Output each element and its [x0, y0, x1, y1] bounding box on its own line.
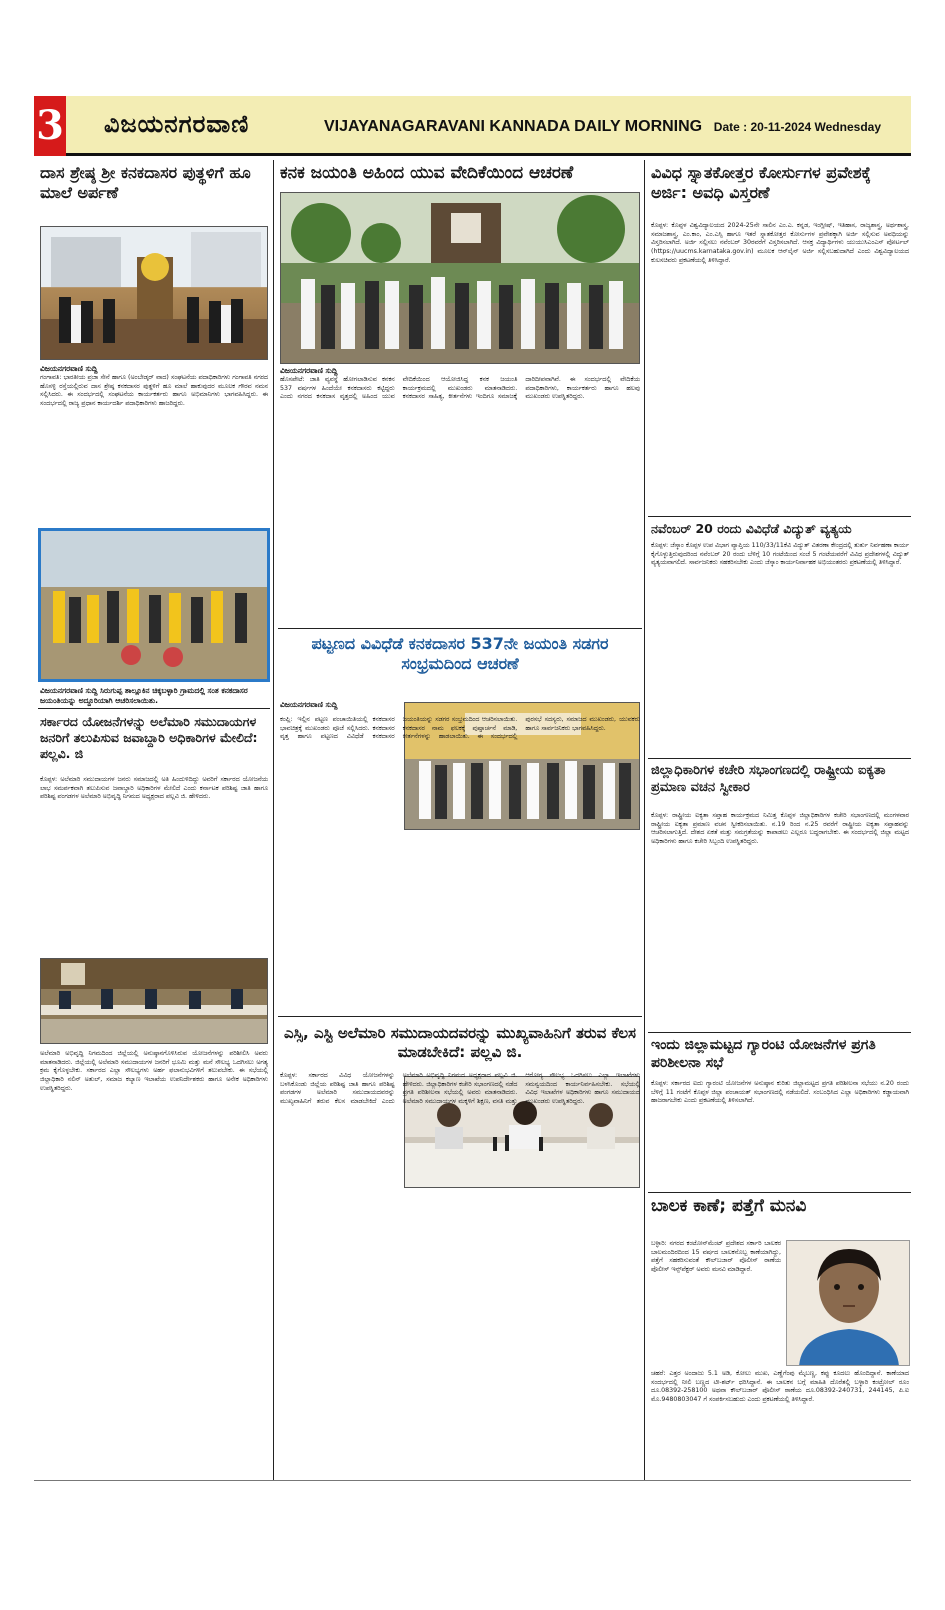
procession-scene-illustration — [41, 531, 267, 679]
section-rule — [648, 758, 911, 759]
section-rule — [648, 1192, 911, 1193]
section-rule — [278, 628, 642, 629]
headline-national-unity-pledge: ಜಿಲ್ಲಾಧಿಕಾರಿಗಳ ಕಚೇರಿ ಸಭಾಂಗಣದಲ್ಲಿ ರಾಷ್ಟ್ರೀಯ ಐಕ್ಯತಾ ಪ್ರಮಾಣ ವಚನ ಸ್ವೀಕಾರ — [651, 763, 886, 795]
photo-caption: ವಿಜಯನಗರವಾಣಿ ಸುದ್ದಿ ಸಿರುಗುಪ್ಪ ತಾಲ್ಲೂಕಿನ ಚಿಕ್ಕಬಳ್ಳಾರಿ ಗ್ರಾಮದಲ್ಲಿ ಸಂತ ಕನಕದಾಸರ ಜಯಂತಿಯನ್ನು ಅದ್ದೂರಿಯಾಗಿ ಆಚರಿಸಲಾಯಿತು. — [40, 686, 248, 705]
article-body: ಚಹರೆ: ಎತ್ತರ ಅಂದಾಜು 5.1 ಅಡಿ, ಕೋಲು ಮುಖ, ಎಣ್ಣೆಗೆಂಪು ಮೈಬಣ್ಣ, ಕಪ್ಪು ಕೂದಲು ಹೊಂದಿದ್ದಾನೆ. ಕಾಣೆಯಾದ ಸಂದರ್ಭದಲ್ಲಿ ನೀಲಿ ಬಣ್ಣದ ಟೀ-ಶರ್ಟ್ ಧರಿಸಿದ್ದಾನೆ. ಈ ಬಾಲಕನ ಬಗ್ಗೆ ಮಾಹಿತಿ ದೊರೆತಲ್ಲಿ ಬಳ್ಳಾರಿ ಕಂಟ್ರೋಲ್ ರೂಂ ದೂ.08392-258100 ಅಥವಾ ಕೌಲ್‌ಬಜಾರ್ ಪೊಲೀಸ್ ಠಾಣೆಯ ದೂ.08392-240731, 244145, ಪಿ.ಐ ಮೊ.9480803047 ಗೆ ಸಂಪರ್ಕಿಸಬಹುದು ಎಂದು ಪ್ರಕಟಣೆಯಲ್ಲಿ ತಿಳಿಸಿದ್ದಾರೆ. — [651, 1370, 909, 1404]
article-body: ಕೊಪ್ಪಳ: ಸರ್ಕಾರದ ಐದು ಗ್ಯಾರಂಟಿ ಯೋಜನೆಗಳ ಅನುಷ್ಠಾನ ಕುರಿತು ಜಿಲ್ಲಾಮಟ್ಟದ ಪ್ರಗತಿ ಪರಿಶೀಲನಾ ಸಭೆಯು ನ.20 ರಂದು ಬೆಳಿಗ್ಗೆ 11 ಗಂಟೆಗೆ ಕೊಪ್ಪಳ ಜಿಲ್ಲಾ ಪಂಚಾಯತ್ ಸಭಾಂಗಣದಲ್ಲಿ ನಡೆಯಲಿದೆ. ಸಂಬಂಧಿಸಿದ ಎಲ್ಲಾ ಅಧಿಕಾರಿಗಳು ಕಡ್ಡಾಯವಾಗಿ ಹಾಜರಾಗಬೇಕು ಎಂದು ಪ್ರಕಟಣೆಯಲ್ಲಿ ತಿಳಿಸಲಾಗಿದೆ. — [651, 1080, 909, 1105]
headline-sc-st-nomadic-mainstream: ಎಸ್ಸಿ, ಎಸ್ಟಿ ಅಲೆಮಾರಿ ಸಮುದಾಯದವರನ್ನು ಮುಖ್ಯವಾಹಿನಿಗೆ ತರುವ ಕೆಲಸ ಮಾಡಬೇಕಿದೆ: ಪಲ್ಲವಿ ಜಿ. — [283, 1024, 637, 1062]
newspaper-title-english: VIJAYANAGARAVANI KANNADA DAILY MORNING — [324, 118, 703, 135]
section-rule — [278, 1016, 642, 1017]
photo-statue-garland — [40, 226, 268, 360]
headline-nomadic-schemes-officers: ಸರ್ಕಾರದ ಯೋಜನೆಗಳನ್ನು ಅಲೆಮಾರಿ ಸಮುದಾಯಗಳ ಜನರಿಗೆ ತಲುಪಿಸುವ ಜವಾಬ್ದಾರಿ ಅಧಿಕಾರಿಗಳ ಮೇಲಿದೆ: ಪಲ್ಲವಿ. ಜಿ — [40, 714, 258, 761]
headline-kanaka-jayanti-ahinda: ಕನಕ ಜಯಂತಿ ಅಹಿಂದ ಯುವ ವೇದಿಕೆಯಿಂದ ಆಚರಣೆ — [280, 163, 574, 183]
column-rule — [273, 160, 274, 1480]
page-number: 3 — [34, 96, 66, 156]
article-body: ಕೊಪ್ಪಳ: ಜೆಸ್ಕಾಂ ಕೊಪ್ಪಳ ಉಪ ವಿಭಾಗ ವ್ಯಾಪ್ತಿಯ 110/33/11ಕೆವಿ ವಿದ್ಯುತ್ ವಿತರಣಾ ಕೇಂದ್ರದಲ್ಲಿ ತುರ್ತು ನಿರ್ವಹಣಾ ಕಾರ್ಯ ಕೈಗೊಳ್ಳುತ್ತಿರುವುದರಿಂದ ನವೆಂಬರ್ 20 ರಂದು ಬೆಳಿಗ್ಗೆ 10 ಗಂಟೆಯಿಂದ ಸಂಜೆ 5 ಗಂಟೆಯವರೆಗೆ ವಿವಿಧ ಪ್ರದೇಶಗಳಲ್ಲಿ ವಿದ್ಯುತ್ ವ್ಯತ್ಯಯವಾಗಲಿದೆ. ಸಾರ್ವಜನಿಕರು ಸಹಕರಿಸಬೇಕು ಎಂದು ಜೆಸ್ಕಾಂ ಕಾರ್ಯನಿರ್ವಾಹಕ ಅಭಿಯಂತರರು ಪ್ರಕಟಣೆಯಲ್ಲಿ ತಿಳಿಸಿದ್ದಾರೆ. — [651, 542, 909, 567]
newspaper-title-kannada: ವಿಜಯನಗರವಾಣಿ — [104, 110, 250, 138]
headline-pg-admission-extension: ವಿವಿಧ ಸ್ನಾತಕೋತ್ತರ ಕೋರ್ಸುಗಳ ಪ್ರವೇಶಕ್ಕೆ ಅರ್ಜಿ: ಅವಧಿ ವಿಸ್ತರಣೆ — [651, 163, 871, 203]
article-body: ಗಂಗಾವತಿ: ಭಾರತೀಯ ಪ್ರಜಾ ಸೇನೆ ಹಾಗೂ (ಅಂಬೇಡ್ಕರ್ ವಾದ) ಸಂಘಟನೆಯ ಪದಾಧಿಕಾರಿಗಳು ಗಂಗಾವತಿ ನಗರದ ಹೊಸಳ್ಳಿ ರಸ್ತೆಯಲ್ಲಿರುವ ದಾಸ ಶ್ರೇಷ್ಠ ಕನಕದಾಸರ ಪುತ್ಥಳಿಗೆ ಹೂ ಮಾಲೆ ಹಾಕುವುದರ ಮೂಲಕ ಗೌರವ ನಮನ ಸಲ್ಲಿಸಿದರು. ಈ ಸಂದರ್ಭದಲ್ಲಿ ಸಂಘಟನೆಯ ಕಾರ್ಯಕರ್ತರು ಹಾಗೂ ಅಭಿಮಾನಿಗಳು ಭಾಗವಹಿಸಿದ್ದರು. ಈ ಸಂದರ್ಭದಲ್ಲಿ ರಾಜ್ಯ ಪ್ರಧಾನ ಕಾರ್ಯದರ್ಶಿ ಪದಾಧಿಕಾರಿಗಳು ಹಾಜರಿದ್ದರು. — [40, 374, 268, 408]
masthead — [34, 96, 911, 156]
headline-kanakadasa-statue: ದಾಸ ಶ್ರೇಷ್ಠ ಶ್ರೀ ಕನಕದಾಸರ ಪುತ್ಥಳಿಗೆ ಹೂ ಮಾಲೆ ಅರ್ಪಣೆ — [40, 163, 251, 203]
photo-caption: ವಿಜಯನಗರವಾಣಿ ಸುದ್ದಿ — [280, 700, 338, 709]
column-rule — [644, 160, 645, 1480]
headline-power-outage-nov20: ನವೆಂಬರ್ 20 ರಂದು ವಿವಿಧೆಡೆ ವಿದ್ಯುತ್ ವ್ಯತ್ಯಯ — [651, 521, 852, 536]
photo-meeting-hall — [40, 958, 268, 1044]
headline-kanakadasa-537th-jayanti: ಪಟ್ಟಣದ ವಿವಿಧೆಡೆ ಕನಕದಾಸರ 537ನೇ ಜಯಂತಿ ಸಡಗರ ಸಂಭ್ರಮದಿಂದ ಆಚರಣೆ — [311, 634, 609, 674]
section-rule — [648, 1032, 911, 1033]
photo-missing-boy — [786, 1240, 910, 1366]
issue-date: Date : 20-11-2024 Wednesday — [713, 120, 881, 134]
meeting-scene-illustration — [41, 959, 268, 1044]
article-body: ಬಳ್ಳಾರಿ: ನಗರದ ಕಂಟೋನ್‌ಮೆಂಟ್ ಪ್ರದೇಶದ ಸರ್ಕಾರಿ ಬಾಲಕರ ಬಾಲಮಂದಿರದಿಂದ 15 ವರ್ಷದ ಬಾಲಕನೊಬ್ಬ ಕಾಣೆಯಾಗಿದ್ದು, ಪತ್ತೆಗೆ ಸಹಕರಿಸುವಂತೆ ಕೌಲ್‌ಬಜಾರ್ ಪೊಲೀಸ್ ಠಾಣೆಯ ಪೊಲೀಸ್ ಇನ್ಸ್‌ಪೆಕ್ಟರ್ ಅವರು ಮನವಿ ಮಾಡಿದ್ದಾರೆ. — [651, 1240, 781, 1274]
article-body: ಹೊಸಪೇಟೆ: ಜಾತಿ ವ್ಯವಸ್ಥೆ ಹೋಗಲಾಡಿಸುವ ಕನಕನ 537 ವರ್ಷಗಳ ಹಿಂದೆಯೇ ಕನಕದಾಸರು ಕಟ್ಟಿದ್ದರು ಎಂದು ನಗರದ ಕನಕದಾಸ ವೃತ್ತದಲ್ಲಿ ಅಹಿಂದ ಯುವ ವೇದಿಕೆಯಿಂದ ಆಯೋಜಿಸಿದ್ದ ಕನಕ ಜಯಂತಿ ಕಾರ್ಯಕ್ರಮದಲ್ಲಿ ಮುಖಂಡರು ಮಾತನಾಡಿದರು. ಕನಕದಾಸರ ಸಾಹಿತ್ಯ, ಕೀರ್ತನೆಗಳು ಇಂದಿಗೂ ಸಮಾಜಕ್ಕೆ ದಾರಿದೀಪವಾಗಿವೆ. ಈ ಸಂದರ್ಭದಲ್ಲಿ ವೇದಿಕೆಯ ಪದಾಧಿಕಾರಿಗಳು, ಕಾರ್ಯಕರ್ತರು ಹಾಗೂ ಹಲವು ಮುಖಂಡರು ಉಪಸ್ಥಿತರಿದ್ದರು. — [280, 376, 640, 401]
article-body: ಕಂಪ್ಲಿ: ಇಲ್ಲಿನ ಪಟ್ಟಣ ಪಂಚಾಯಿತಿಯಲ್ಲಿ ಕನಕದಾಸರ ಭಾವಚಿತ್ರಕ್ಕೆ ಮುಖಂಡರು ಪೂಜೆ ಸಲ್ಲಿಸಿದರು. ಕನಕದಾಸರ ವೃತ್ತ ಹಾಗೂ ಪಟ್ಟಣದ ವಿವಿಧೆಡೆ ಕನಕದಾಸರ ಜಯಂತಿಯನ್ನು ಸಡಗರ ಸಂಭ್ರಮದಿಂದ ಆಚರಿಸಲಾಯಿತು. ಕನಕದಾಸರ ನಾಮ ಫಲಕಕ್ಕೆ ಪುಷ್ಪಾರ್ಚನೆ ಮಾಡಿ, ಕೀರ್ತನೆಗಳನ್ನು ಹಾಡಲಾಯಿತು. ಈ ಸಂದರ್ಭದಲ್ಲಿ ಪುರಸಭೆ ಸದಸ್ಯರು, ಸಮಾಜದ ಮುಖಂಡರು, ಯುವಕರು ಹಾಗೂ ಸಾರ್ವಜನಿಕರು ಭಾಗವಹಿಸಿದ್ದರು. — [280, 716, 640, 741]
photo-caption: ವಿಜಯನಗರವಾಣಿ ಸುದ್ದಿ — [40, 364, 98, 373]
page-bottom-rule — [34, 1480, 911, 1481]
section-rule — [38, 708, 270, 709]
photo-caption: ವಿಜಯನಗರವಾಣಿ ಸುದ್ದಿ — [280, 366, 338, 375]
statue-scene-illustration — [41, 227, 268, 360]
photo-village-procession — [38, 528, 270, 682]
article-body: ಕೊಪ್ಪಳ: ಅಲೆಮಾರಿ ಸಮುದಾಯಗಳ ಜನರು ಸಮಾಜದಲ್ಲಿ ಅತಿ ಹಿಂದುಳಿದಿದ್ದು ಅವರಿಗೆ ಸರ್ಕಾರದ ಯೋಜನೆಯ ಲಾಭ ಸಮರ್ಪಕವಾಗಿ ತಲುಪಿಸುವ ಜವಾಬ್ದಾರಿ ಅಧಿಕಾರಿಗಳ ಮೇಲಿದೆ ಎಂದು ಕರ್ನಾಟಕ ಪರಿಶಿಷ್ಟ ಜಾತಿ ಹಾಗೂ ಪರಿಶಿಷ್ಟ ಪಂಗಡಗಳ ಅಲೆಮಾರಿ ಅಭಿವೃದ್ಧಿ ನಿಗಮದ ಅಧ್ಯಕ್ಷರಾದ ಪಲ್ಲವಿ ಜಿ. ಹೇಳಿದರು. — [40, 776, 268, 801]
article-body: ಕೊಪ್ಪಳ: ರಾಷ್ಟ್ರೀಯ ಐಕ್ಯತಾ ಸಪ್ತಾಹ ಕಾರ್ಯಕ್ರಮದ ನಿಮಿತ್ತ ಕೊಪ್ಪಳ ಜಿಲ್ಲಾಧಿಕಾರಿಗಳ ಕಚೇರಿ ಸಭಾಂಗಣದಲ್ಲಿ ಮಂಗಳವಾರ ರಾಷ್ಟ್ರೀಯ ಐಕ್ಯತಾ ಪ್ರಮಾಣ ವಚನ ಸ್ವೀಕರಿಸಲಾಯಿತು. ನ.19 ರಿಂದ ನ.25 ರವರೆಗೆ ರಾಷ್ಟ್ರೀಯ ಐಕ್ಯತಾ ಸಪ್ತಾಹವನ್ನು ಆಚರಿಸಲಾಗುತ್ತಿದೆ. ದೇಶದ ಏಕತೆ ಮತ್ತು ಸಮಗ್ರತೆಯನ್ನು ಕಾಪಾಡಲು ಎಲ್ಲರೂ ಬದ್ಧರಾಗಬೇಕು. ಈ ಸಂದರ್ಭದಲ್ಲಿ ಜಿಲ್ಲಾ ಮಟ್ಟದ ಅಧಿಕಾರಿಗಳು ಹಾಗೂ ಕಚೇರಿ ಸಿಬ್ಬಂದಿ ಉಪಸ್ಥಿತರಿದ್ದರು. — [651, 812, 909, 846]
photo-kanaka-circle-gathering — [280, 192, 640, 364]
boy-portrait-illustration — [787, 1241, 910, 1366]
section-rule — [648, 516, 911, 517]
article-body: ಕೊಪ್ಪಳ: ಕೊಪ್ಪಳ ವಿಶ್ವವಿದ್ಯಾಲಯದ 2024-25ನೇ ಸಾಲಿನ ಎಂ.ಎ. ಕನ್ನಡ, ಇಂಗ್ಲೀಷ್, ಇತಿಹಾಸ, ರಾಜ್ಯಶಾಸ್ತ್ರ, ಅರ್ಥಶಾಸ್ತ್ರ, ಸಮಾಜಶಾಸ್ತ್ರ, ಎಂ.ಕಾಂ, ಎಂ.ಎಸ್ಸಿ ಹಾಗೂ ಇತರೆ ಸ್ನಾತಕೋತ್ತರ ಕೋರ್ಸುಗಳ ಪ್ರವೇಶಕ್ಕಾಗಿ ಅರ್ಜಿ ಸಲ್ಲಿಸುವ ಅವಧಿಯನ್ನು ವಿಸ್ತರಿಸಲಾಗಿದೆ. ಅರ್ಜಿ ಸಲ್ಲಿಸಲು ನವೆಂಬರ್ 30ರವರೆಗೆ ವಿಸ್ತರಿಸಲಾಗಿದೆ. ಆಸಕ್ತ ವಿದ್ಯಾರ್ಥಿಗಳು ಯುಯುಸಿಎಂಎಸ್ ಪೋರ್ಟಲ್ (https://uucms.karnataka.gov.in) ಮೂಲಕ ಆನ್‌ಲೈನ್ ಅರ್ಜಿ ಸಲ್ಲಿಸಬಹುದಾಗಿದೆ ಎಂದು ವಿಶ್ವವಿದ್ಯಾಲಯದ ಕುಲಸಚಿವರು ಪ್ರಕಟಣೆಯಲ್ಲಿ ತಿಳಿಸಿದ್ದಾರೆ. — [651, 222, 909, 264]
article-body: ಅಲೆಮಾರಿ ಅಭಿವೃದ್ಧಿ ನಿಗಮದಿಂದ ಜಿಲ್ಲೆಯಲ್ಲಿ ಅನುಷ್ಠಾನಗೊಳಿಸಿರುವ ಯೋಜನೆಗಳನ್ನು ಪರಿಶೀಲಿಸಿ ಅವರು ಮಾತನಾಡಿದರು. ಜಿಲ್ಲೆಯಲ್ಲಿ ಅಲೆಮಾರಿ ಸಮುದಾಯಗಳ ಜನರಿಗೆ ಭೂಮಿ ಮತ್ತು ಮನೆ ಸೌಲಭ್ಯ ಒದಗಿಸಲು ಅಗತ್ಯ ಕ್ರಮ ಕೈಗೊಳ್ಳಬೇಕು. ಸರ್ಕಾರದ ಎಲ್ಲಾ ಸೌಲಭ್ಯಗಳು ಅರ್ಹ ಫಲಾನುಭವಿಗಳಿಗೆ ತಲುಪಬೇಕು. ಈ ಸಭೆಯಲ್ಲಿ ಜಿಲ್ಲಾಧಿಕಾರಿ ನಲಿನ್ ಅತುಲ್, ಸಮಾಜ ಕಲ್ಯಾಣ ಇಲಾಖೆಯ ಉಪನಿರ್ದೇಶಕರು ಹಾಗೂ ಅನೇಕ ಅಧಿಕಾರಿಗಳು ಉಪಸ್ಥಿತರಿದ್ದರು. — [40, 1050, 268, 1092]
headline-guarantee-schemes-review: ಇಂದು ಜಿಲ್ಲಾಮಟ್ಟದ ಗ್ಯಾರಂಟಿ ಯೋಜನೆಗಳ ಪ್ರಗತಿ ಪರಿಶೀಲನಾ ಸಭೆ — [651, 1037, 876, 1071]
article-body: ಕೊಪ್ಪಳ: ಸರ್ಕಾರದ ವಿವಿಧ ಯೋಜನೆಗಳನ್ನು ಬಳಸಿಕೊಂಡು ಜಿಲ್ಲೆಯ ಪರಿಶಿಷ್ಟ ಜಾತಿ ಹಾಗೂ ಪರಿಶಿಷ್ಟ ಪಂಗಡಗಳ ಅಲೆಮಾರಿ ಸಮುದಾಯದವರನ್ನು ಮುಖ್ಯವಾಹಿನಿಗೆ ತರುವ ಕೆಲಸ ಮಾಡಬೇಕಿದೆ ಎಂದು ಅಲೆಮಾರಿ ಅಭಿವೃದ್ಧಿ ನಿಗಮದ ಅಧ್ಯಕ್ಷರಾದ ಪಲ್ಲವಿ ಜಿ. ಹೇಳಿದರು. ಜಿಲ್ಲಾಧಿಕಾರಿಗಳ ಕಚೇರಿ ಸಭಾಂಗಣದಲ್ಲಿ ನಡೆದ ಪ್ರಗತಿ ಪರಿಶೀಲನಾ ಸಭೆಯಲ್ಲಿ ಅವರು ಮಾತನಾಡಿದರು. ಅಲೆಮಾರಿ ಸಮುದಾಯಗಳ ಮಕ್ಕಳಿಗೆ ಶಿಕ್ಷಣ, ವಸತಿ ಮತ್ತು ಆರೋಗ್ಯ ಸೌಲಭ್ಯ ಒದಗಿಸಲು ಎಲ್ಲಾ ಇಲಾಖೆಗಳು ಸಮನ್ವಯದಿಂದ ಕಾರ್ಯನಿರ್ವಹಿಸಬೇಕು. ಸಭೆಯಲ್ಲಿ ವಿವಿಧ ಇಲಾಖೆಗಳ ಅಧಿಕಾರಿಗಳು ಹಾಗೂ ಸಮುದಾಯದ ಮುಖಂಡರು ಉಪಸ್ಥಿತರಿದ್ದರು. — [280, 1072, 640, 1106]
headline-missing-boy: ಬಾಲಕ ಕಾಣೆ; ಪತ್ತೆಗೆ ಮನವಿ — [651, 1196, 807, 1216]
gathering-scene-illustration — [281, 193, 640, 364]
